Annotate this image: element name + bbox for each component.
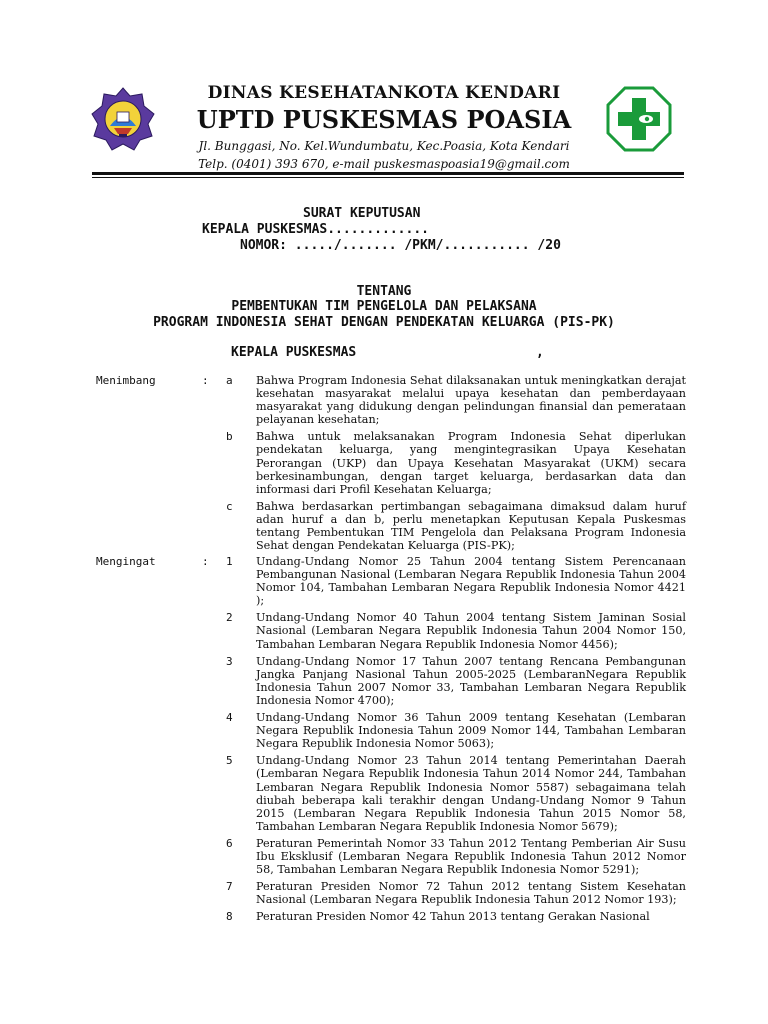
list-item [226,910,686,923]
list-item-text: Bahwa Program Indonesia Sehat dilaksanakan untuk meningkatkan derajat kesehatan masyarakat melalui upaya kesehatan dan pemberdayaan masyarakat yang didukung dengan pelindungan finansial dan pemerataan pelayanan kesehatan; [256,374,686,427]
list-item-number: 3 [226,654,233,668]
list-item-text: Peraturan Presiden Nomor 72 Tahun 2012 tentang Sistem Kesehatan Nasional (Lembaran Negara Republik Indonesia Tahun 2012 Nomor 193); [256,880,686,907]
list-item [226,837,686,876]
list-item-text: Undang-Undang Nomor 25 Tahun 2004 tentang Sistem Perencanaan Pembangunan Nasional (Lembaran Negara Republik Indonesia Tahun 2004 Nomor 104, Tambahan Lembaran Negara Republik Indonesia Nomor 4421 ); [256,555,686,608]
menimbang-label: Menimbang [96,374,156,387]
list-item-text: Peraturan Presiden Nomor 42 Tahun 2013 tentang Gerakan Nasional [256,910,650,924]
list-item-text: Peraturan Pemerintah Nomor 33 Tahun 2012 Tentang Pemberian Air Susu Ibu Eksklusif (Lembaran Negara Republik Indonesia Tahun 2012 Nomor 58, Tambahan Lembaran Negara Republik Indonesia Nomor 5291); [256,836,686,877]
list-item-number: 8 [226,910,233,924]
decree-about: TENTANG [356,284,412,299]
list-item-number: a [226,374,233,387]
list-item [226,880,686,906]
list-item-text: Undang-Undang Nomor 23 Tahun 2014 tentang Pemerintahan Daerah (Lembaran Negara Republik Indonesia Tahun 2014 Nomor 244, Tambahan Lembaran Negara Republik Indonesia Nomor 5587) sebagaimana telah diubah beberapa kali terakhir dengan Undang-Undang Nomor 9 Tahun 2015 (Lembaran Negara Republik Indonesia Tahun 2015 Nomor 58, Tambahan Lembaran Negara Republik Indonesia Nomor 5679); [256,754,686,833]
decree-number: NOMOR: ...../....... /PKM/........... /20 [240,238,561,253]
institution-contact: Telp. (0401) 393 670, e-mail puskesmaspoasia19@gmail.com [198,157,570,171]
list-item-number: b [226,430,233,444]
mengingat-list [226,555,686,923]
list-item-number: c [226,499,233,513]
agency-name: DINAS KESEHATANKOTA KENDARI [207,83,561,103]
list-item [226,711,686,750]
letterhead-rule-thick [92,172,684,175]
list-item-text: Undang-Undang Nomor 17 Tahun 2007 tentang Rencana Pembangunan Jangka Panjang Nasional Tahun 2005-2025 (LembaranNegara Republik Indonesia Tahun 2007 Nomor 33, Tambahan Lembaran Negara Republik Indonesia Nomor 4700); [256,654,686,707]
decree-issuer: KEPALA PUSKESMAS............. [202,222,429,237]
decree-subject-line1: PEMBENTUKAN TIM PENGELOLA DAN PELAKSANA [231,299,537,314]
list-item-number: 5 [226,754,233,768]
list-item-number: 6 [226,836,233,850]
list-item-text: Undang-Undang Nomor 40 Tahun 2004 tentang Sistem Jaminan Sosial Nasional (Lembaran Negara Republik Indonesia Tahun 2004 Nomor 150, Tambahan Lembaran Negara Republik Indonesia Nomor 4456); [256,611,686,651]
list-item-number: 4 [226,711,233,725]
mengingat-label: Mengingat [96,555,156,568]
regional-government-crest-icon [90,86,156,152]
list-item [226,500,686,552]
menimbang-colon: : [202,374,209,387]
letterhead [160,82,608,173]
mengingat-colon: : [202,555,209,568]
menimbang-list [226,374,686,552]
decree-signatory-comma: , [536,345,544,360]
institution-address: Jl. Bunggasi, No. Kel.Wundumbatu, Kec.Poasia, Kota Kendari [198,139,570,153]
list-item-text: Bahwa untuk melaksanakan Program Indonesia Sehat diperlukan pendekatan keluarga, yang mengintegrasikan Upaya Kesehatan Perorangan (UKP) dan Upaya Kesehatan Masyarakat (UKM) secara berkesinambungan, dengan target keluarga, berdasarkan data dan informasi dari Profil Kesehatan Keluarga; [256,430,686,496]
list-item [226,555,686,607]
list-item [226,611,686,650]
list-item-number: 1 [226,555,233,568]
list-item [226,374,686,426]
list-item [226,655,686,707]
decree-subject-line2: PROGRAM INDONESIA SEHAT DENGAN PENDEKATAN KELUARGA (PIS-PK) [153,315,615,330]
green-cross-health-icon [606,86,672,152]
decree-title: SURAT KEPUTUSAN [303,206,421,221]
institution-name: UPTD PUSKESMAS POASIA [196,105,572,134]
list-item [226,430,686,495]
list-item-number: 2 [226,611,233,625]
decree-signatory: KEPALA PUSKESMAS [231,345,357,360]
list-item [226,754,686,833]
list-item-text: Bahwa berdasarkan pertimbangan sebagaimana dimaksud dalam huruf adan huruf a dan b, perlu menetapkan Keputusan Kepala Puskesmas tentang Pembentukan TIM Pengelola dan Pelaksana Program Indonesia Sehat dengan Pendekatan Keluarga (PIS-PK); [256,499,686,553]
list-item-number: 7 [226,880,233,894]
list-item-text: Undang-Undang Nomor 36 Tahun 2009 tentang Kesehatan (Lembaran Negara Republik Indonesia Tahun 2009 Nomor 144, Tambahan Lembaran Negara Republik Indonesia Nomor 5063); [256,711,686,751]
letterhead-rule-thin [92,177,684,178]
